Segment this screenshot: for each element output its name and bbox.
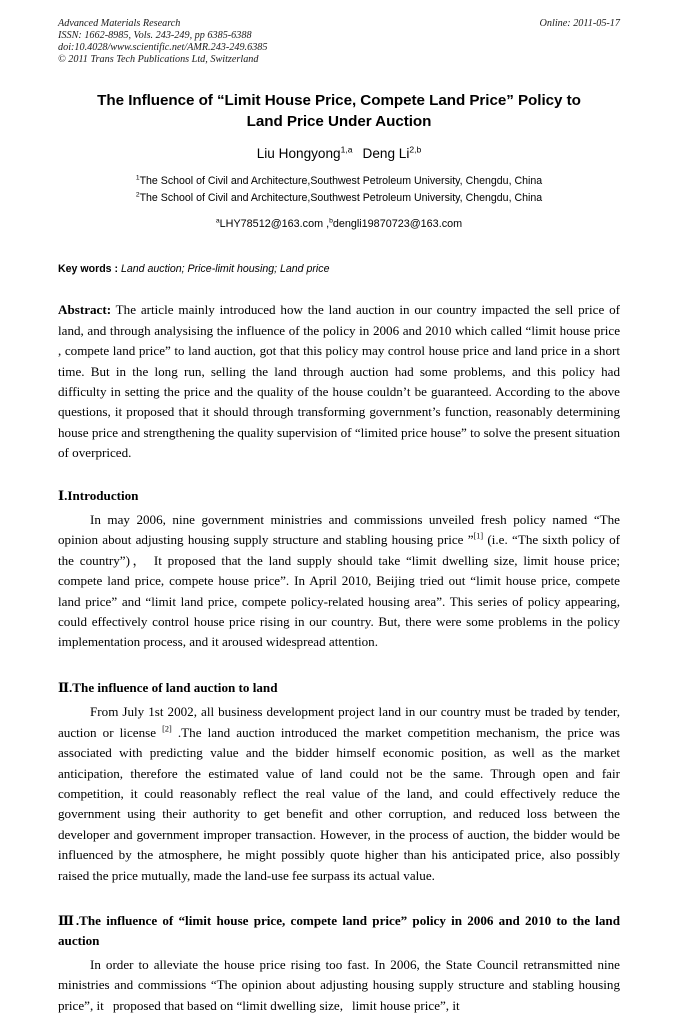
author-sup-2: 2,b bbox=[409, 144, 422, 155]
paragraph-text: proposed that based on “limit dwelling size, bbox=[112, 997, 343, 1013]
abstract-text: The article mainly introduced how the land auction in our country impacted the sell price of land, and through analysising the influence of the policy in 2006 and 2010 which called “limit house price , compete land price” to land auction, got that this policy may control house price and land price in a short time. But in the long run, selling the land through auction had some problems, and this policy had difficulty in setting the price and the quality of the house couldn’t be guaranteed. According to the above questions, it proposed that it should through transforming government’s function, reasonably determining house price and strengthening the quality supervision of “limited price house” to solve the present situation of overpriced. bbox=[58, 302, 620, 461]
page-content bbox=[58, 18, 620, 1016]
section-paragraph-2 bbox=[58, 702, 620, 886]
abstract-label: Abstract: bbox=[58, 302, 112, 318]
affiliation-marker: 1 bbox=[135, 174, 140, 182]
keywords-values: Land auction; Price-limit housing; Land price bbox=[121, 263, 330, 276]
author-list bbox=[58, 145, 620, 163]
section-paragraph-1 bbox=[58, 510, 620, 653]
doi-line: doi:10.4028/www.scientific.net/AMR.243-249.6385 bbox=[58, 42, 268, 54]
title-line-2: Land Price Under Auction bbox=[246, 113, 432, 131]
affiliation-text: The School of Civil and Architecture,Southwest Petroleum University, Chengdu, China bbox=[139, 175, 543, 188]
paragraph-text: .The land auction introduced the market competition mechanism, the price was associated with predicting value and the bidder himself economic position, as well as the market anticipation, therefore the estimated value of land could not be the same. Through open and fair competition, it could reasonably reflect the real value of the land, and could effectively reduce the government using their authority to get benefit and other corruption, and reduced loss between the developer and government improper transaction. However, in the process of auction, the bidder would be influenced by the atmosphere, he might possibly quote higher than his anticipated price, also possibly raised the price mutually, made the land-use fee surpass its actual value. bbox=[58, 724, 621, 883]
paragraph-text: In order to alleviate the house price rising too fast. In 2006, the State Council retransmitted nine ministries and commissions “The opinion about adjusting housing supply structure and stabling housing price”, it bbox=[58, 956, 620, 1013]
abstract-paragraph bbox=[58, 300, 620, 463]
section-heading-1: Ⅰ.Introduction bbox=[58, 487, 139, 503]
paragraph-text: From July 1st 2002, all business development project land in our country must be traded by tender, auction or license bbox=[58, 704, 620, 740]
author-name-2: Deng Li bbox=[362, 146, 410, 162]
copyright-line: © 2011 Trans Tech Publications Ltd, Switzerland bbox=[58, 54, 259, 66]
issn-line: ISSN: 1662-8985, Vols. 243-249, pp 6385-6388 bbox=[58, 30, 252, 42]
title-line-1: The Influence of “Limit House Price, Compete Land Price” Policy to bbox=[97, 92, 581, 110]
author-name-1: Liu Hongyong bbox=[256, 146, 341, 162]
online-date: Online: 2011-05-17 bbox=[539, 18, 620, 29]
email-address-b[interactable]: dengli19870723@163.com bbox=[332, 218, 463, 231]
paragraph-text: limit house price”, it bbox=[352, 997, 460, 1013]
keywords-label: Key words : bbox=[58, 263, 119, 276]
citation-reference[interactable]: [2] bbox=[162, 724, 172, 734]
section-paragraph-3 bbox=[58, 955, 620, 1016]
affiliation-marker: 2 bbox=[135, 191, 140, 199]
citation-reference[interactable]: [1] bbox=[473, 532, 484, 542]
affiliation-line bbox=[58, 173, 620, 190]
section-heading-3: Ⅲ.The influence of “limit house price, compete land price” policy in 2006 and 2010 to the land auction bbox=[58, 912, 620, 949]
paragraph-text: In may 2006, nine government ministries and commissions unveiled fresh policy named “The opinion about adjusting housing supply structure and stabling housing price ” bbox=[58, 512, 620, 548]
journal-header bbox=[58, 18, 620, 66]
keywords-line bbox=[58, 262, 620, 277]
email-marker-a: a bbox=[215, 217, 220, 225]
section-heading-2: Ⅱ.The influence of land auction to land bbox=[58, 679, 278, 695]
paper-title bbox=[58, 90, 620, 132]
paragraph-text: (i.e. “The sixth policy of the country”)， It proposed that the land supply should take “limit dwelling size, limit house price; compete land price, compete house price”. In April 2010, Beijing tried out “limit house price, compete land price” and “limit land price, compete policy-related housing area”. This series of policy appearing, could effectively control house price rising in our country. But, there were some problems in the policy implementation process, and it aroused widespread attention. bbox=[58, 532, 621, 650]
email-list bbox=[58, 217, 620, 232]
affiliation-line bbox=[58, 190, 620, 207]
journal-name: Advanced Materials Research bbox=[58, 18, 181, 29]
affiliation-text: The School of Civil and Architecture,Southwest Petroleum University, Chengdu, China bbox=[139, 191, 543, 204]
affiliation-list bbox=[58, 173, 620, 206]
author-sup-1: 1,a bbox=[340, 144, 353, 155]
email-address-a[interactable]: LHY78512@163.com , bbox=[219, 218, 330, 231]
email-marker-b: b bbox=[329, 217, 333, 225]
